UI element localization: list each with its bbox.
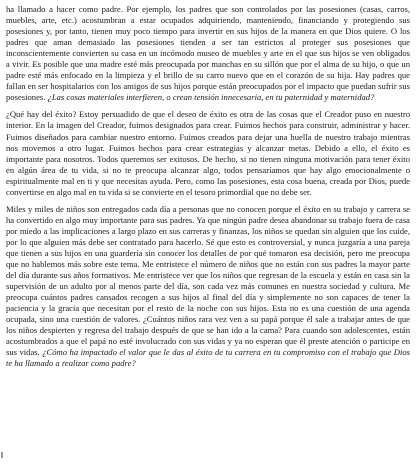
- paragraph-possessions-text: ha llamado a hacer como padre. Por ejemplo, los padres que son controlados por las posesiones (casas, carros, muebles, arte, etc.) acostumbran a estar ocupados adquiriendo, manteniendo, financiando y protegiendo sus posesiones y, por tanto, tienen muy poco tiempo para invertir en sus hijos de la manera en que Dios quiere. O los padres que aman demasiado las posesiones tienden a ser tan estrictos al proteger sus posesiones que inconscientemente convierten su casa en un incómodo museo de muebles y arte en el que sus hijos se ven obligados a vivir. Es posible que una madre esté más preocupada por manchas en su sillón que por el alma de su hijo, o que un padre esté más enfocado en la limpieza y el brillo de su carro nuevo que en el corazón de su hija. Hay padres que fallan en ser hospitalarios con los amigos de sus hijos porque están preocupados por el impacto que puedan sufrir sus posesiones.: [6, 4, 410, 103]
- document-page: [6, 4, 410, 370]
- paragraph-possessions-question: ¿Las cosas materiales interfieren, o crean tensión innecesaria, en tu paternidad y maternidad?: [47, 92, 375, 103]
- paragraph-children-care-question: ¿Cómo ha impactado el valor que le das al éxito de tu carrera en tu compromiso con el trabajo que Dios te ha llamado a realizar como padre?: [6, 347, 410, 369]
- paragraph-success-text: ¿Qué hay del éxito? Estoy persuadido de que el deseo de éxito es otra de las cosas que el Creador puso en nuestro interior. En la imagen del Creador, fuimos designados para crear. Fuimos hechos para construir, administrar y hacer. Fuimos diseñados para cambiar nuestro entorno. Fuimos creados para dejar una huella de nuestro trabajo mientras nos movemos a otro lugar. Fuimos hechos para crear estrategias y alcanzar metas. Debido a ello, el éxito es importante para nosotros. Todos queremos ser exitosos. De hecho, si no tienen ninguna motivación para tener éxito en algún área de tu vida, si no te preocupa alcanzar algo, todos pensaríamos que hay algo emocionalmente o espiritualmente mal en ti y que necesitas ayuda. Pero, como las posesiones, esta cosa buena, creada por Dios, puede convertirse en algo mal en tu vida si se convierte en el tesoro primordial que no debe ser.: [6, 109, 410, 197]
- paragraph-children-care: [6, 204, 410, 370]
- paragraph-children-care-text: Miles y miles de niños son entregados cada día a personas que no conocen porque el éxito en su trabajo y carrera se ha convertido en algo muy importante para sus padres. Ya que ningún padre desea abandonar su trabajo fuera de casa por miedo a las implicaciones a largo plazo en sus carreras y finanzas, los niños se quedan sin alguien que los cuide, por lo que alguien más debe ser contratado para hacerlo. Sé que esto es controversial, y nunca juzgaría a una pareja que tienen a sus hijos en una guardería sin conocer los detalles de por qué tomaron esa decisión, pero me preocupa que no hablemos más sobre este tema. Me entristece el número de niños que no están con sus padres la mayor parte del día durante sus años formativos. Me entristece ver que los niños que regresan de la escuela y están en casa sin la supervisión de un adulto por al menos parte del día, son cada vez más comunes en nuestra sociedad y cultura. Me preocupa cuántos padres cansados recogen a sus hijos al final del día y simplemente no son capaces de tener la paciencia y la gracia que necesitan por el resto de la noche con sus hijos. Esta no es una cuestión de una agenda ocupada, sino una cuestión de valores. ¿Cuántos niños rara vez ven a su papá porque él sale a trabajar antes de que los niños despierten y regresa del trabajo después de que se han ido a la cama? Para cuando son adolescentes, están acostumbrados a que el papá no esté involucrado con sus vidas y ya no esperan que él preste atención o participe en sus vidas.: [6, 203, 410, 358]
- paragraph-possessions: [6, 4, 410, 103]
- paragraph-success: [6, 109, 410, 197]
- page-edge-mark: [1, 452, 3, 458]
